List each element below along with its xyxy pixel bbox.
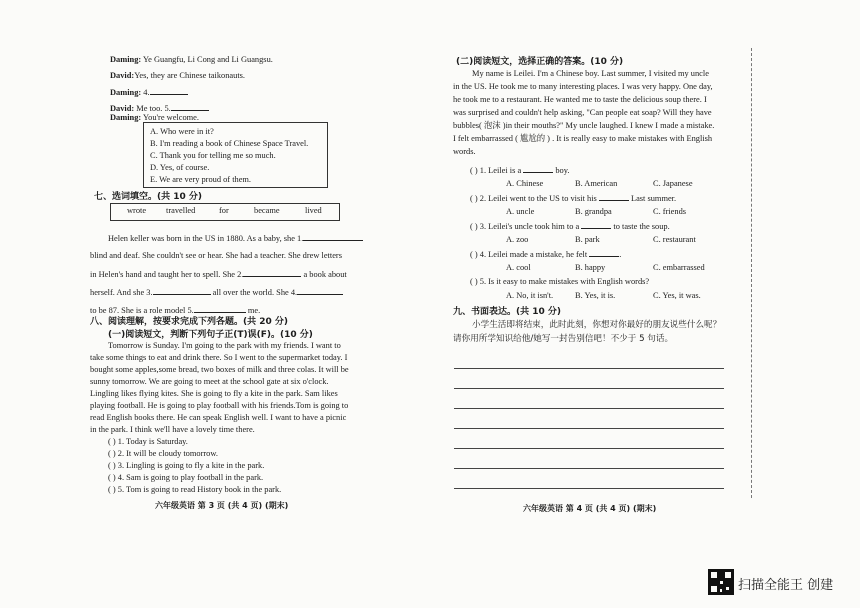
passage-1-line: bought some apples,some bread, two boxes of milk and three colas. It will be: [90, 365, 349, 374]
answer-blank[interactable]: [599, 192, 629, 201]
part-2-title: (二)阅读短文，选择正确的答案。(10 分): [456, 57, 624, 67]
word-option: lived: [305, 206, 322, 215]
mc-question-1[interactable]: ( ) 1. Leilei is a boy.: [470, 166, 570, 175]
dialogue-line-5: Daming: You're welcome.: [110, 113, 199, 122]
tf-question-1[interactable]: ( ) 1. Today is Saturday.: [108, 437, 188, 446]
mc-option[interactable]: C. restaurant: [653, 235, 696, 244]
dialogue-line-3: Daming: 4.: [110, 86, 188, 98]
mc-option[interactable]: A. Chinese: [506, 179, 544, 188]
part-1-title: (一)阅读短文，判断下列句子正(T)误(F)。(10 分): [108, 330, 313, 340]
qr-code-icon: [708, 569, 734, 595]
tf-question-4[interactable]: ( ) 4. Sam is going to play football in the park.: [108, 473, 264, 482]
helen-line-4: herself. And she 3. all over the world. She 4.: [90, 286, 343, 298]
passage-1-line: in the park. I think we'll have a lovely time there.: [90, 425, 255, 434]
passage-2-line: bubbles( 泡沫 )in their mouths?" My uncle laughed. I knew I made a mistake.: [453, 121, 715, 130]
mc-question-2[interactable]: ( ) 2. Leilei went to the US to visit his Last summer.: [470, 194, 677, 203]
passage-2-line: My name is Leilei. I'm a Chinese boy. Last summer, I visited my uncle: [472, 69, 709, 78]
option-b: B. I'm reading a book of Chinese Space Travel.: [150, 139, 309, 148]
mc-option[interactable]: A. uncle: [506, 207, 535, 216]
binding-dashed-line: [751, 48, 752, 498]
mc-option[interactable]: B. American: [575, 179, 618, 188]
writing-line[interactable]: [454, 388, 724, 389]
passage-2-line: in the US. He took me to many interesting places. I was very happy. One day,: [453, 82, 713, 91]
page-4: [430, 0, 860, 608]
mc-question-4[interactable]: ( ) 4. Leilei made a mistake, he felt .: [470, 250, 622, 259]
writing-line[interactable]: [454, 488, 724, 489]
passage-2-line: was surprised and couldn't help asking, "Can people eat soap? Will they have: [453, 108, 712, 117]
word-option: became: [254, 206, 280, 215]
page-footer: 六年级英语 第 4 页 (共 4 页) (期末): [523, 504, 657, 513]
answer-blank[interactable]: [153, 286, 211, 295]
section-7-title: 七、选词填空。(共 10 分): [94, 192, 203, 202]
answer-blank[interactable]: [581, 220, 611, 229]
answer-blank[interactable]: [523, 164, 553, 173]
passage-2-line: words.: [453, 147, 476, 156]
mc-question-3[interactable]: ( ) 3. Leilei's uncle took him to a to taste the soup.: [470, 222, 670, 231]
mc-option[interactable]: A. cool: [506, 263, 531, 272]
answer-blank[interactable]: [589, 248, 619, 257]
word-option: travelled: [166, 206, 196, 215]
mc-option[interactable]: C. friends: [653, 207, 687, 216]
word-option: for: [219, 206, 229, 215]
answer-blank[interactable]: [171, 102, 209, 111]
passage-1-line: Lingling likes flying kites. She is going to fly a kite in the park. Sam likes: [90, 389, 338, 398]
mc-option[interactable]: C. Japanese: [653, 179, 693, 188]
passage-1-line: take some things to eat and drink there. So I went to the supermarket today. I: [90, 353, 348, 362]
passage-2-line: he took me to a restaurant. He wanted me to taste the delicious soup there. I: [453, 95, 707, 104]
mc-option[interactable]: C. embarrassed: [653, 263, 705, 272]
writing-line[interactable]: [454, 428, 724, 429]
writing-prompt-line: 小学生活即将结束，此时此刻，你想对你最好的朋友说些什么呢？: [472, 320, 722, 330]
helen-line-5: to be 87. She is a role model 5. me.: [90, 306, 261, 315]
mc-option[interactable]: B. grandpa: [575, 207, 612, 216]
passage-1-line: Tomorrow is Sunday. I'm going to the park with my friends. I want to: [108, 341, 341, 350]
writing-prompt-line: 请你用所学知识给他/她写一封告别信吧！不少于 5 句话。: [453, 334, 674, 344]
word-bank: [110, 203, 340, 221]
tf-question-2[interactable]: ( ) 2. It will be cloudy tomorrow.: [108, 449, 218, 458]
page-footer: 六年级英语 第 3 页 (共 4 页) (期末): [155, 501, 289, 510]
helen-line-1: Helen keller was born in the US in 1880. As a baby, she 1.: [108, 232, 363, 244]
tf-question-3[interactable]: ( ) 3. Lingling is going to fly a kite in the park.: [108, 461, 265, 470]
mc-option[interactable]: C. Yes, it was.: [653, 291, 701, 300]
word-option: wrote: [127, 206, 147, 215]
helen-line-2: blind and deaf. She couldn't see or hear. She had a teacher. She drew letters: [90, 251, 342, 260]
answer-blank[interactable]: [150, 86, 188, 95]
option-c: C. Thank you for telling me so much.: [150, 151, 276, 160]
tf-question-5[interactable]: ( ) 5. Tom is going to read History book in the park.: [108, 485, 282, 494]
writing-line[interactable]: [454, 468, 724, 469]
mc-question-5[interactable]: ( ) 5. Is it easy to make mistakes with English words?: [470, 277, 650, 286]
answer-blank[interactable]: [297, 286, 343, 295]
helen-line-3: in Helen's hand and taught her to spell. She 2. a book about: [90, 270, 347, 279]
answer-blank[interactable]: [194, 304, 246, 313]
answer-blank[interactable]: [303, 232, 363, 241]
dialogue-line-4: David: Me too. 5.: [110, 102, 209, 114]
mc-option[interactable]: A. No, it isn't.: [506, 291, 554, 300]
option-e: E. We are very proud of them.: [150, 175, 252, 184]
passage-1-line: playing football. He is going to play football with his friends.Tom is going to: [90, 401, 349, 410]
mc-option[interactable]: B. park: [575, 235, 600, 244]
answer-blank[interactable]: [243, 268, 301, 277]
writing-line[interactable]: [454, 408, 724, 409]
section-9-title: 九、书面表达。(共 10 分): [453, 307, 562, 317]
scanner-brand-text: 扫描全能王 创建: [738, 578, 834, 593]
passage-1-line: sunny tomorrow. We are going to meet at the school gate at six o'clock.: [90, 377, 329, 386]
dialogue-line-2: David:Yes, they are Chinese taikonauts.: [110, 71, 245, 80]
passage-2-line: I felt embarrassed ( 尴尬的 ) . It is really easy to make mistakes with English: [453, 134, 713, 143]
writing-line[interactable]: [454, 368, 724, 369]
mc-option[interactable]: B. Yes, it is.: [575, 291, 616, 300]
mc-option[interactable]: A. zoo: [506, 235, 529, 244]
option-a: A. Who were in it?: [150, 127, 214, 136]
dialogue-line-1: Daming: Ye Guangfu, Li Cong and Li Guangsu.: [110, 55, 273, 64]
option-d: D. Yes, of course.: [150, 163, 210, 172]
writing-line[interactable]: [454, 448, 724, 449]
mc-option[interactable]: B. happy: [575, 263, 606, 272]
section-8-title: 八、阅读理解，按要求完成下列各题。(共 20 分): [90, 317, 289, 327]
options-box: [143, 122, 328, 188]
passage-1-line: read English books there. He can speak English well. I want to have a picnic: [90, 413, 347, 422]
